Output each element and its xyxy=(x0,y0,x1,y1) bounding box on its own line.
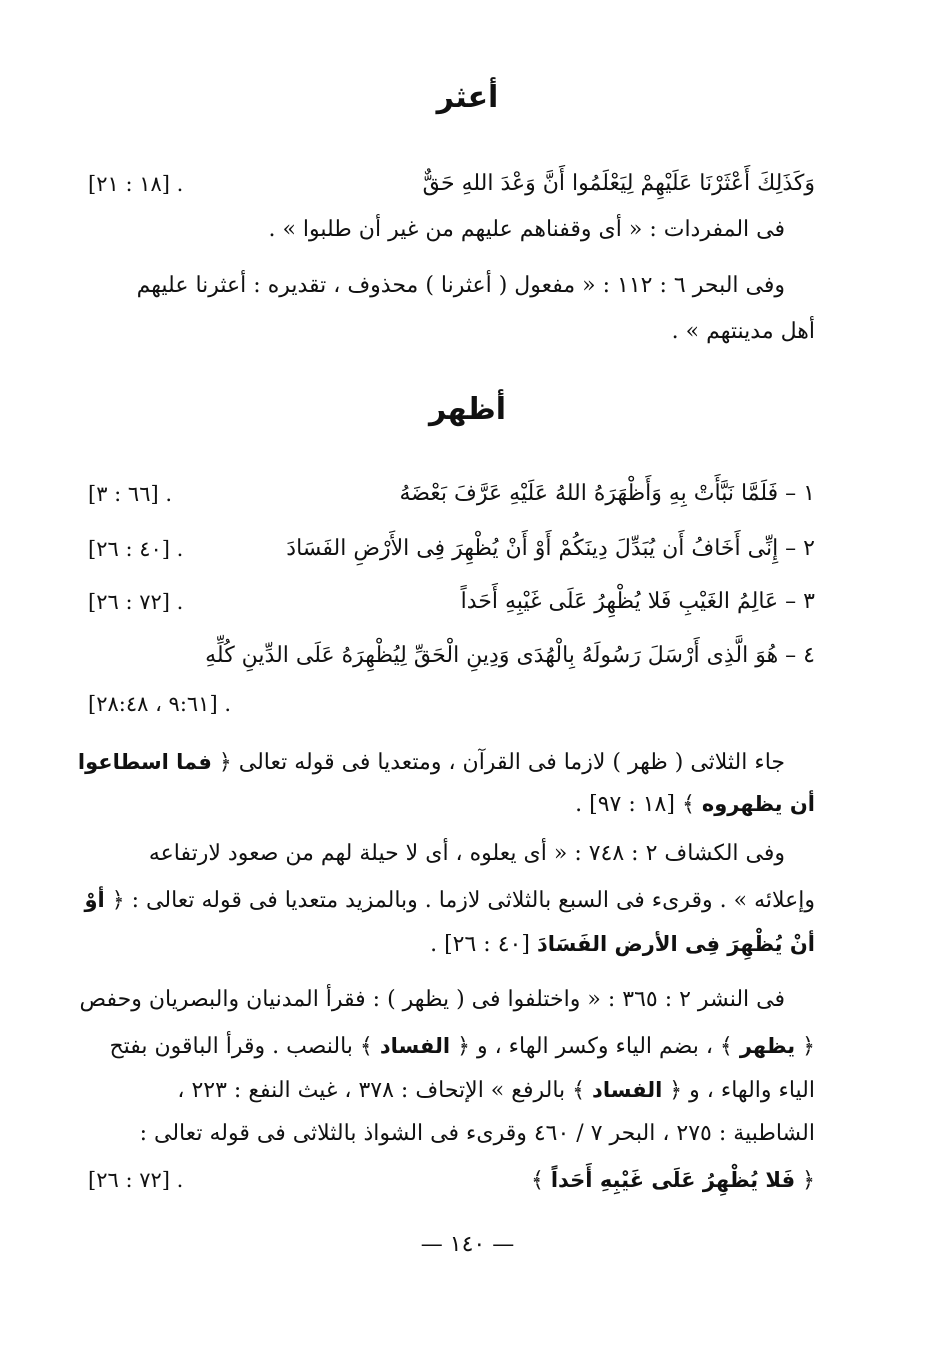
para1-line2-text xyxy=(575,782,815,827)
verse-item-text: ٣ – عَالِمُ الغَيْبِ فَلا يُظْهِرُ عَلَى غَيْبِهِ أَحَداً xyxy=(460,589,815,614)
para-text: ﴾ ، بضم الياء وكسر الهاء ، و ﴿ xyxy=(457,1034,733,1059)
verse-ref: [١٨ : ٢١] . xyxy=(88,172,184,196)
para3-line3 xyxy=(88,1068,815,1112)
heading-azhar: أظهر xyxy=(428,392,506,427)
quran-quote: أن يظهروه xyxy=(701,792,815,816)
note-mufradat-text: فى المفردات : « أى وقفناهم عليهم من غير أن طلبوا » . xyxy=(268,217,785,242)
para-text: ﴾ بالرفع » الإتحاف : ٣٧٨ ، غيث النفع : ٢٢٣ ، xyxy=(177,1078,586,1103)
quran-quote: الفساد xyxy=(592,1078,663,1102)
para3-line5-text xyxy=(531,1158,815,1203)
para3-line2-text xyxy=(109,1024,815,1069)
verse-item-4-ref-line xyxy=(88,682,815,726)
para-text: ﴿ xyxy=(802,1034,815,1059)
para-text: فى النشر ٢ : ٣٦٥ : « واختلفوا فى ( يظهر ) : فقرأ المدنيان والبصريان وحفص xyxy=(79,987,785,1012)
para1-line1 xyxy=(77,740,785,784)
heading-aathar: أعثر xyxy=(436,80,499,115)
page-number: — ١٤٠ — xyxy=(420,1232,515,1257)
para2-line2-text xyxy=(84,878,815,923)
note-bahr-text1: وفى البحر ٦ : ١١٢ : « مفعول ( أعثرنا ) محذوف ، تقديره : أعثرنا عليهم xyxy=(136,273,785,298)
verse-item-ref: [٦٦ : ٣] . xyxy=(88,482,173,506)
para3-line3-text xyxy=(177,1068,815,1113)
para-text: جاء الثلاثى ( ظهر ) لازما فى القرآن ، ومتعديا فى قوله تعالى ﴿ xyxy=(218,750,785,775)
verse-item-2 xyxy=(88,527,815,571)
note-bahr-line1 xyxy=(88,264,785,308)
verse-item-ref: [٧٢ : ٢٦] . xyxy=(88,590,184,614)
verse-item-ref: [٩:٦١ ، ٢٨:٤٨] . xyxy=(88,692,232,716)
verse-item-4 xyxy=(88,634,815,678)
para2-line3 xyxy=(88,922,815,966)
para3-line2 xyxy=(88,1024,815,1068)
quran-quote: فَلا يُظْهِرُ عَلَى غَيْبِهِ أَحَداً xyxy=(550,1168,796,1192)
verse-line xyxy=(88,162,815,206)
para2-line2 xyxy=(84,878,815,922)
verse-text: وَكَذَلِكَ أَعْثَرْنَا عَلَيْهِمْ لِيَعْلَمُوا أَنَّ وَعْدَ اللهِ حَقٌّ xyxy=(422,171,815,196)
para3-line4 xyxy=(88,1112,815,1156)
para2-line1 xyxy=(88,832,785,876)
quran-quote: أنْ يُظْهِرَ فِى الأرض الفَسَادَ xyxy=(536,932,815,956)
note-bahr-line2 xyxy=(88,310,815,354)
quran-quote: يظهر xyxy=(739,1034,796,1058)
para-text: وفى الكشاف ٢ : ٧٤٨ : « أى يعلوه ، أى لا حيلة لهم من صعود لارتفاعه xyxy=(148,841,785,866)
para3-line1 xyxy=(79,978,785,1022)
para1-line1-text xyxy=(78,740,785,785)
para3-line5 xyxy=(88,1158,815,1202)
para-text: وإعلائه » . وقرىء فى السبع بالثلاثى لازما . وبالمزيد متعديا فى قوله تعالى : ﴿ xyxy=(111,888,815,913)
para-text: ﴾ بالنصب . وقرأ الباقون بفتح xyxy=(109,1034,373,1059)
verse-item-3 xyxy=(88,580,815,624)
note-mufradat xyxy=(88,208,785,252)
verse-item-text: ٢ – إِنِّى أَخَافُ أَن يُبَدِّلَ دِينَكُمْ أَوْ أَنْ يُظْهِرَ فِى الأَرْضِ الفَسَادَ xyxy=(286,536,815,561)
para-text: ﴾ xyxy=(530,1168,544,1193)
para2-line3-text xyxy=(430,922,815,967)
quran-quote: أوْ xyxy=(84,888,105,912)
verse-ref: [٧٢ : ٢٦] . xyxy=(88,1168,184,1192)
para-text: الياء والهاء ، و ﴿ xyxy=(669,1078,815,1103)
quran-quote: الفساد xyxy=(379,1034,451,1058)
para1-line2 xyxy=(88,782,815,826)
para-text: ﴿ xyxy=(802,1168,815,1193)
quran-quote: فما اسطاعوا xyxy=(77,750,212,774)
para-text: ﴾ [١٨ : ٩٧] . xyxy=(575,792,695,817)
note-bahr-text2: أهل مدينتهم » . xyxy=(671,319,815,344)
para-text: الشاطبية : ٢٧٥ ، البحر ٧ / ٤٦٠ وقرىء فى الشواذ بالثلاثى فى قوله تعالى : xyxy=(139,1121,815,1146)
verse-item-ref: [٤٠ : ٢٦] . xyxy=(88,537,184,561)
verse-item-text: ٤ – هُوَ الَّذِى أَرْسَلَ رَسُولَهُ بِالْهُدَى وَدِينِ الْحَقِّ لِيُظْهِرَهُ عَلَى الدِّينِ كُلِّهِ xyxy=(205,643,815,668)
verse-item-1 xyxy=(88,472,815,516)
para-text: [٤٠ : ٢٦] . xyxy=(430,932,530,957)
verse-item-text: ١ – فَلَمَّا نَبَّأَتْ بِهِ وَأَظْهَرَهُ اللهُ عَلَيْهِ عَرَّفَ بَعْضَهُ xyxy=(399,481,815,506)
